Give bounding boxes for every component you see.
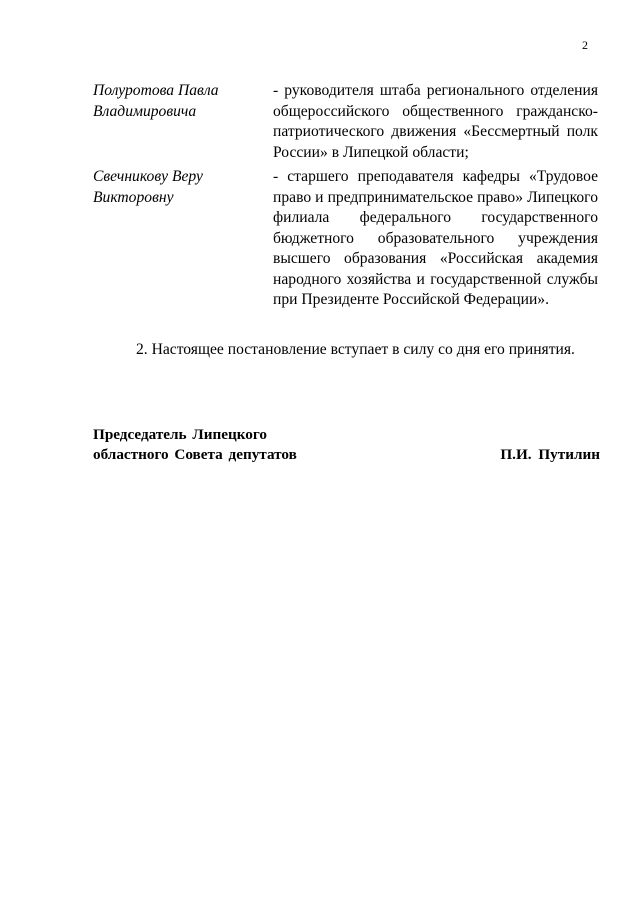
description-line: народного хозяйства и государственной службы <box>273 270 598 288</box>
description-line: при Президенте Российской Федерации». <box>273 291 549 308</box>
description-line: бюджетного образовательного учреждения <box>273 229 598 247</box>
description-line: высшего образования «Российская академия <box>273 250 598 267</box>
signatory-title-line: областного Совета депутатов <box>93 446 297 463</box>
description-line: - руководителя штаба регионального отделения <box>273 82 598 99</box>
appointee-entry <box>93 167 598 311</box>
appointee-entry <box>93 81 598 163</box>
appointee-name <box>93 81 273 163</box>
signature-block <box>93 425 600 465</box>
appointee-name-line: Полуротова Павла <box>93 82 219 99</box>
appointee-name-line: Свечникову Веру <box>93 168 203 185</box>
signatory-title-line: Председатель Липецкого <box>93 426 267 443</box>
signatory-name: П.И. Путилин <box>500 446 600 463</box>
description-line: России» в Липецкой области; <box>273 143 469 161</box>
description-line: филиала федерального государственного <box>273 209 598 226</box>
description-line: - старшего преподавателя кафедры «Трудовое <box>273 168 598 185</box>
appointee-name-line: Владимировича <box>93 102 197 120</box>
description-line: патриотического движения «Бессмертный полк <box>273 123 598 140</box>
description-line: право и предпринимательское право» Липецкого <box>273 188 598 206</box>
resolution-clause: 2. Настоящее постановление вступает в силу со дня его принятия. <box>136 341 575 358</box>
appointee-description <box>273 81 598 163</box>
appointee-description <box>273 167 598 311</box>
appointee-name-line: Викторовну <box>93 188 174 206</box>
appointee-name <box>93 167 273 311</box>
page-number: 2 <box>582 38 588 52</box>
description-line: общероссийского общественного гражданско- <box>273 102 598 120</box>
